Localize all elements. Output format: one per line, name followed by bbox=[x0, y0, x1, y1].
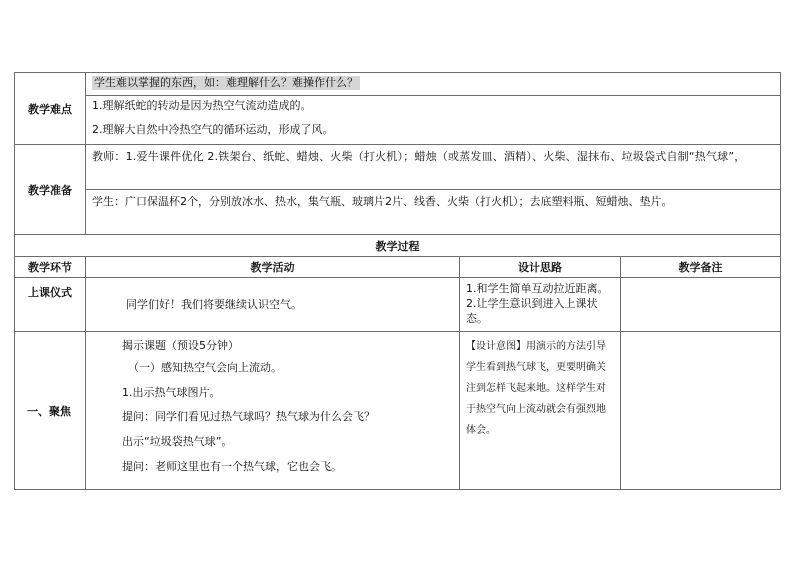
preparation-content bbox=[86, 145, 781, 235]
activity-line: 提问：老师这里也有一个热气球，它也会飞。 bbox=[122, 460, 342, 473]
activity-line: 揭示课题（预设5分钟） bbox=[122, 339, 239, 352]
process-title: 教学过程 bbox=[15, 235, 781, 257]
header-activity: 教学活动 bbox=[86, 257, 460, 278]
note-focus bbox=[621, 332, 781, 490]
preparation-label: 教学准备 bbox=[15, 145, 86, 235]
activity-line: 同学们好！我们将要继续认识空气。 bbox=[126, 297, 302, 311]
process-row-opening bbox=[15, 278, 781, 332]
stage-opening: 上课仪式 bbox=[15, 278, 86, 332]
activity-line: 1.出示热气球图片。 bbox=[122, 386, 221, 399]
lesson-plan-table bbox=[14, 72, 781, 490]
preparation-row bbox=[15, 145, 781, 235]
difficulty-content bbox=[86, 73, 781, 145]
difficulty-prompt: 学生难以掌握的东西，如：难理解什么？难操作什么？ bbox=[94, 76, 358, 89]
activity-line: （一）感知热空气会向上流动。 bbox=[128, 361, 282, 374]
header-design: 设计思路 bbox=[460, 257, 621, 278]
difficulty-row bbox=[15, 73, 781, 145]
process-title-row bbox=[15, 235, 781, 257]
preparation-teacher: 教师：1.爱牛课件优化 2.铁架台、纸蛇、蜡烛、火柴（打火机）；蜡烛（或蒸发皿、酒精）、火柴、湿抹布、垃圾袋式自制“热气球”， bbox=[92, 150, 746, 163]
note-opening bbox=[621, 278, 781, 332]
difficulty-label: 教学难点 bbox=[15, 73, 86, 145]
header-stage: 教学环节 bbox=[15, 257, 86, 278]
difficulty-point-2: 2.理解大自然中冷热空气的循环运动，形成了风。 bbox=[92, 123, 334, 136]
activity-line: 提问：同学们看见过热气球吗？热气球为什么会飞？ bbox=[122, 410, 375, 423]
stage-focus: 一、聚焦 bbox=[15, 332, 86, 490]
activity-line: 出示“垃圾袋热气球”。 bbox=[122, 435, 233, 448]
difficulty-point-1: 1.理解纸蛇的转动是因为热空气流动造成的。 bbox=[86, 95, 780, 119]
design-focus: 【设计意图】用演示的方法引导学生看到热气球飞，更要明确关注到怎样飞起来地。这样学生对于热空气向上流动就会有强烈地体会。 bbox=[460, 332, 621, 490]
activity-opening bbox=[86, 278, 460, 332]
activity-focus bbox=[86, 332, 460, 490]
preparation-student: 学生：广口保温杯2个，分别放冰水、热水，集气瓶、玻璃片2片、线香、火柴（打火机）；去底塑料瓶、短蜡烛、垫片。 bbox=[86, 189, 780, 234]
header-note: 教学备注 bbox=[621, 257, 781, 278]
design-opening: 1.和学生简单互动拉近距离。2.让学生意识到进入上课状态。 bbox=[460, 278, 621, 332]
process-header-row bbox=[15, 257, 781, 278]
process-row-focus bbox=[15, 332, 781, 490]
